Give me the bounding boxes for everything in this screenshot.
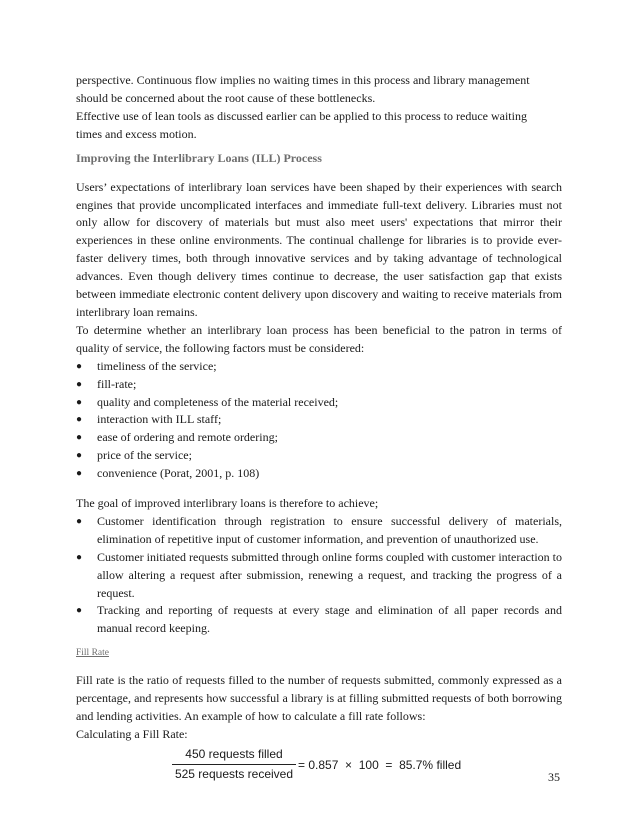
paragraph-factors-intro: To determine whether an interlibrary loan process has been beneficial to the patron in terms of quality of service, the following factors must be considered:: [76, 322, 562, 355]
formula-result: = 0.857 × 100 = 85.7% filled: [298, 757, 462, 772]
paragraph-expectations: Users’ expectations of interlibrary loan services have been shaped by their experiences with search engines that provide uncomplicated interfaces and immediate full-text delivery. Libraries must not only allow for discovery of materials but must also meet users' expectations that mirror their experiences in these online environments. The continual challenge for libraries is to provide ever-faster delivery times, both through innovative services and by taking advantage of technological advances. Even though delivery times continue to decrease, the user satisfaction gap that exists between immediate electronic content delivery upon discovery and waiting to receive materials from interlibrary loan remains.: [76, 179, 562, 319]
lead-line: times and excess motion.: [76, 126, 197, 141]
calc-label: Calculating a Fill Rate:: [76, 727, 188, 741]
list-item: ● interaction with ILL staff;: [76, 411, 562, 429]
paragraph-goal-intro: The goal of improved interlibrary loans is therefore to achieve;: [76, 496, 379, 511]
list-item: ● Customer initiated requests submitted through online forms coupled with customer interaction to allow altering a request after submission, renewing a request, and tracking the progress of a request.: [76, 549, 562, 603]
list-item: ● convenience (Porat, 2001, p. 108): [76, 465, 562, 483]
spacer: [76, 483, 562, 495]
fraction: [172, 746, 296, 783]
factors-list: [76, 358, 562, 483]
numerator: 450 requests filled: [185, 746, 283, 761]
list-item: ● Customer identification through registration to ensure successful delivery of materials, elimination of repetitive input of customer information, and prevention of unauthorized use.: [76, 513, 562, 549]
lead-paragraph: [76, 72, 562, 144]
fill-rate-formula: [76, 746, 562, 788]
list-item: ● ease of ordering and remote ordering;: [76, 429, 562, 447]
subsection-heading: Fill Rate: [76, 648, 109, 659]
page-number: 35: [548, 770, 560, 784]
paragraph-fill-rate: Fill rate is the ratio of requests filled to the number of requests submitted, commonly expressed as a percentage, and represents how successful a library is at filling submitted requests of both borrowing and lending activities. An example of how to calculate a fill rate follows:: [76, 673, 562, 724]
section-heading: Improving the Interlibrary Loans (ILL) Process: [76, 150, 322, 165]
goals-list: [76, 513, 562, 638]
list-item: ● quality and completeness of the material received;: [76, 394, 562, 412]
list-item: ● timeliness of the service;: [76, 358, 562, 376]
denominator: 525 requests received: [174, 766, 294, 781]
lead-line: should be concerned about the root cause of these bottlenecks.: [76, 90, 376, 105]
list-item: ● fill-rate;: [76, 376, 562, 394]
lead-line: Effective use of lean tools as discussed earlier can be applied to this process to reduce waiting: [76, 108, 527, 123]
fraction-bar: [172, 764, 296, 765]
lead-line: perspective. Continuous flow implies no waiting times in this process and library management: [76, 73, 530, 87]
list-item: ● Tracking and reporting of requests at every stage and elimination of all paper records and manual record keeping.: [76, 602, 562, 638]
list-item: ● price of the service;: [76, 447, 562, 465]
document-page: [76, 72, 562, 788]
